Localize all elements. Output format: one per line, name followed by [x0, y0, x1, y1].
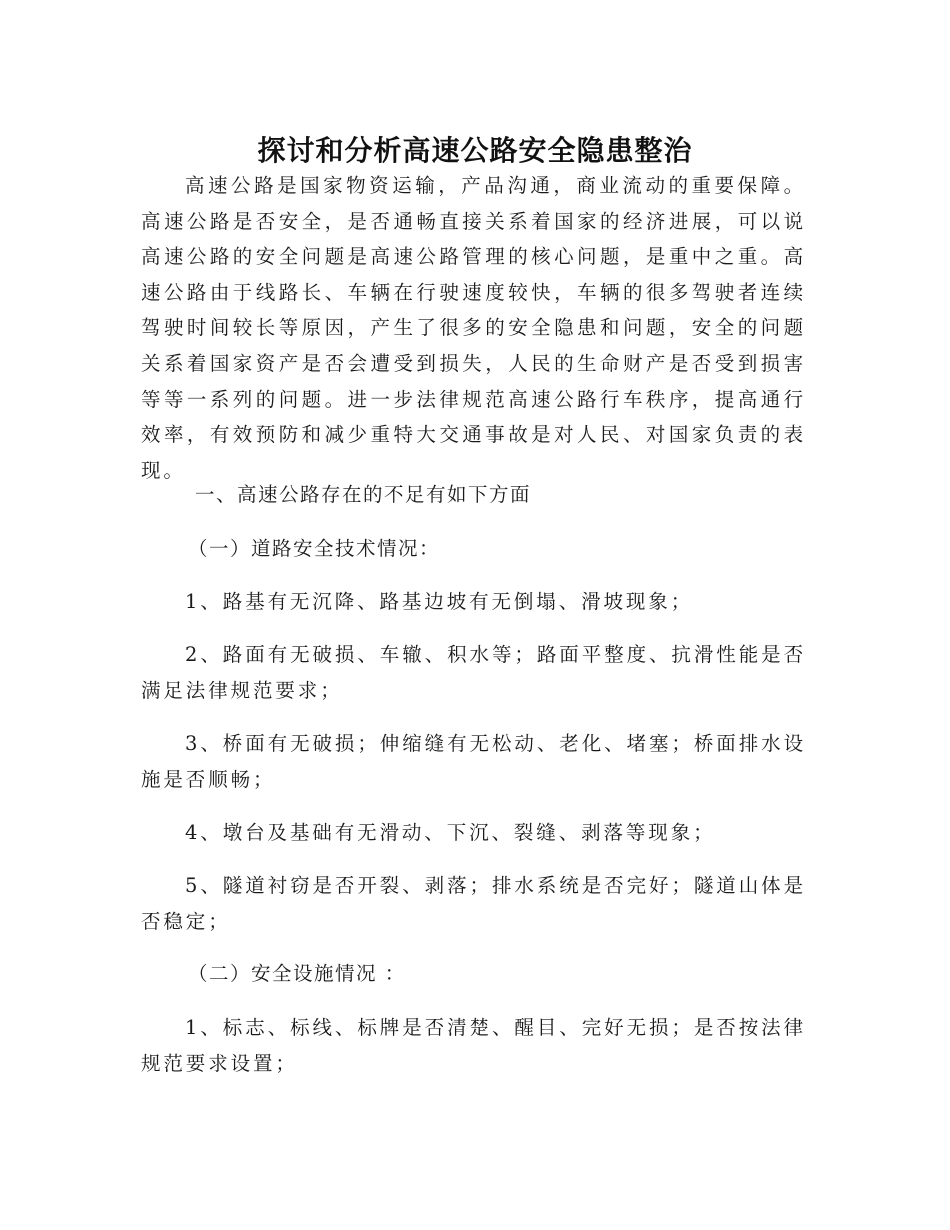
list-item: 4、墩台及基础有无滑动、下沉、裂缝、剥落等现象； [185, 821, 716, 844]
subsection-heading-1: （一）道路安全技术情况： [188, 537, 441, 560]
list-item: 1、路基有无沉降、路基边坡有无倒塌、滑坡现象； [185, 590, 694, 613]
subsection-heading-2: （二）安全设施情况 ： [188, 962, 406, 985]
section-heading-1: 一、高速公路存在的不足有如下方面 [195, 483, 532, 506]
list-item: 5、隧道衬窃是否开裂、剥落；排水系统是否完好；隧道山体是否稳定； [141, 874, 806, 933]
list-item: 3、桥面有无破损；伸缩缝有无松动、老化、堵塞；桥面排水设施是否顺畅； [141, 732, 806, 791]
list-item: 2、路面有无破损、车辙、积水等；路面平整度、抗滑性能是否满足法律规范要求； [141, 643, 806, 702]
list-item: 1、标志、标线、标牌是否清楚、醒目、完好无损；是否按法律规范要求设置； [141, 1016, 806, 1075]
intro-paragraph: 高速公路是国家物资运输，产品沟通，商业流动的重要保障。高速公路是否安全，是否通畅直接关系着国家的经济进展，可以说高速公路的安全问题是高速公路管理的核心问题，是重中之重。高速公路由于线路长、车辆在行驶速度较快，车辆的很多驾驶者连续驾驶时间较长等原因，产生了很多的安全隐患和问题，安全的问题关系着国家资产是否会遭受到损失，人民的生命财产是否受到损害等等一系列的问题。进一步法律规范高速公路行车秩序，提高通行效率，有效预防和减少重特大交通事故是对人民、对国家负责的表现。 [141, 174, 806, 482]
document-title: 探讨和分析高速公路安全隐患整治 [257, 133, 693, 167]
